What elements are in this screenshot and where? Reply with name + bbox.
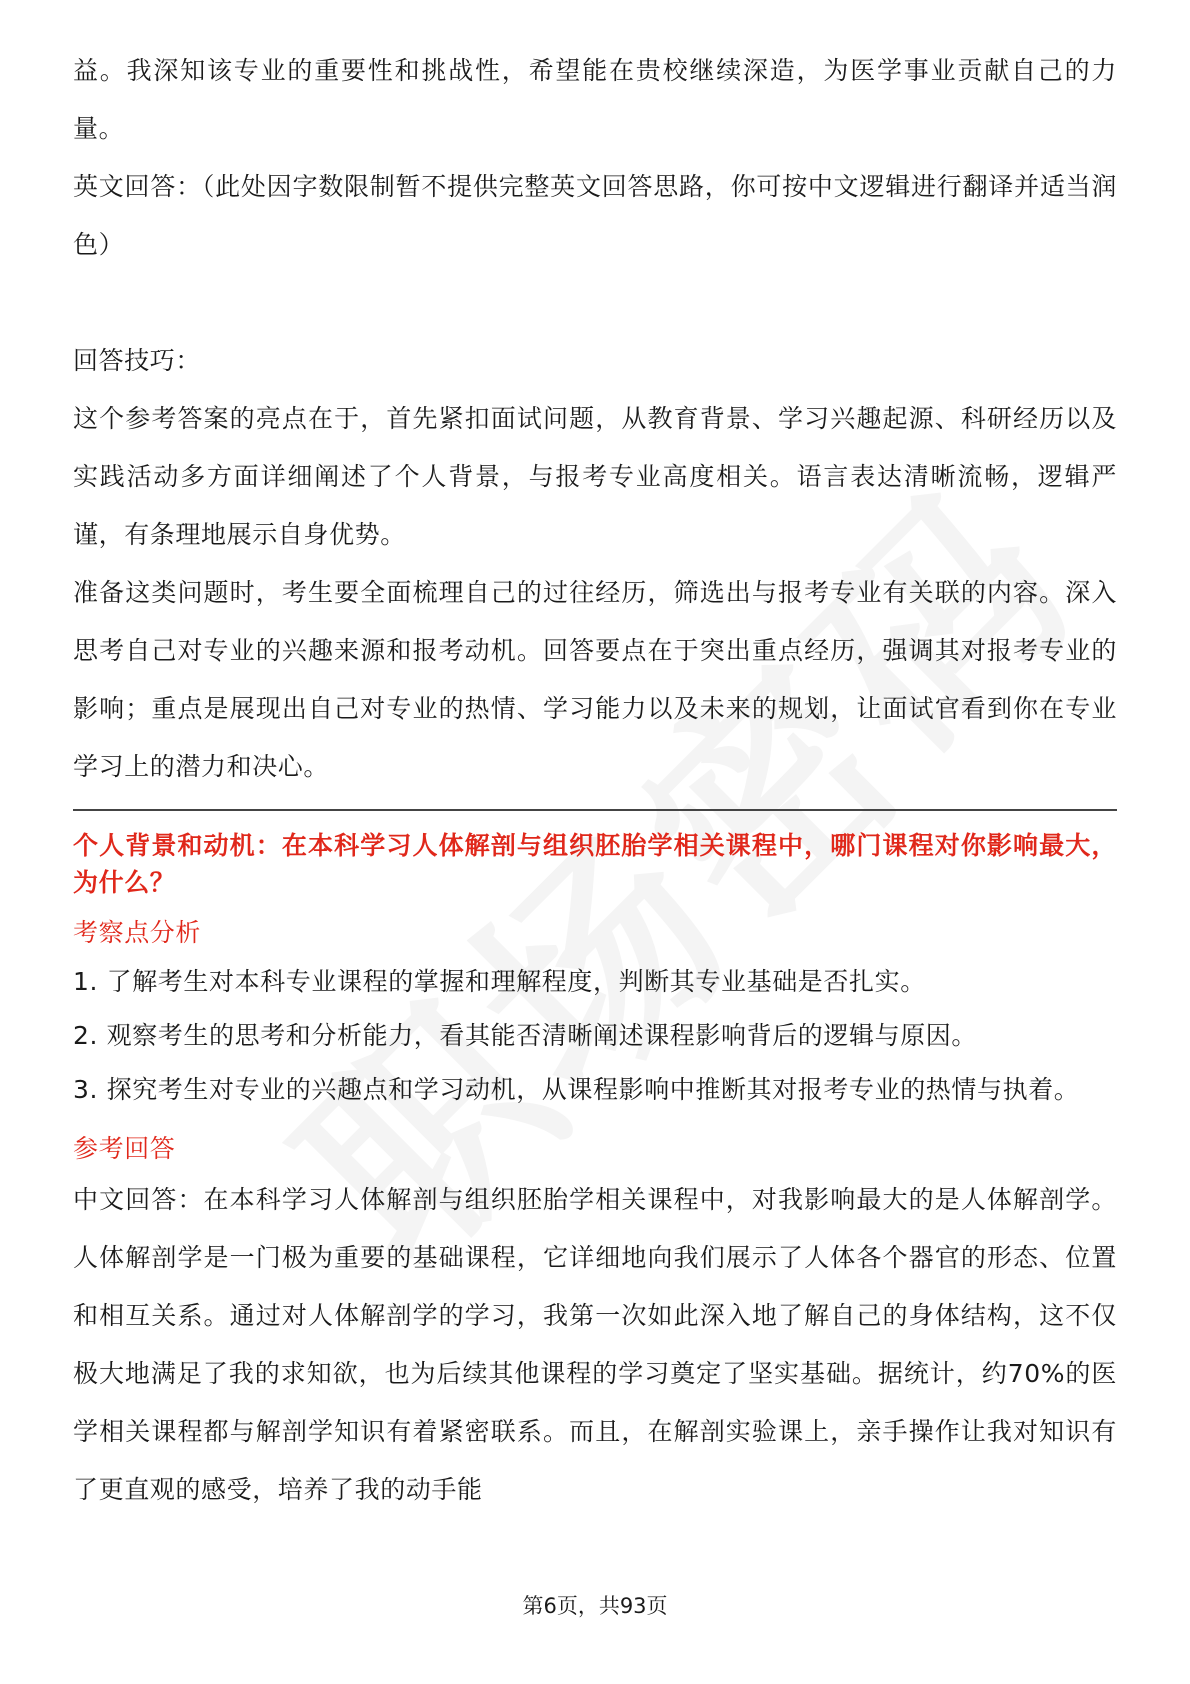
intro-paragraph-1: 益。我深知该专业的重要性和挑战性，希望能在贵校继续深造，为医学事业贡献自己的力量。 [73, 56, 1117, 143]
analysis-heading: 考察点分析 [73, 918, 202, 947]
tips-heading: 回答技巧： [73, 346, 202, 375]
document-page [73, 42, 1117, 1519]
tips-paragraph-2: 准备这类问题时，考生要全面梳理自己的过往经历，筛选出与报考专业有关联的内容。深入思考自己对专业的兴趣来源和报考动机。回答要点在于突出重点经历，强调其对报考专业的影响；重点是展现出自己对专业的热情、学习能力以及未来的规划，让面试官看到你在专业学习上的潜力和决心。 [73, 578, 1117, 781]
page-number: 第6页，共93页 [522, 1594, 668, 1618]
analysis-item-1: 1. 了解考生对本科专业课程的掌握和理解程度，判断其专业基础是否扎实。 [73, 967, 926, 996]
reference-paragraph: 中文回答：在本科学习人体解剖与组织胚胎学相关课程中，对我影响最大的是人体解剖学。人体解剖学是一门极为重要的基础课程，它详细地向我们展示了人体各个器官的形态、位置和相互关系。通过对人体解剖学的学习，我第一次如此深入地了解自己的身体结构，这不仅极大地满足了我的求知欲，也为后续其他课程的学习奠定了坚实基础。据统计，约70%的医学相关课程都与解剖学知识有着紧密联系。而且，在解剖实验课上，亲手操作让我对知识有了更直观的感受，培养了我的动手能 [73, 1185, 1117, 1504]
tips-paragraph-1: 这个参考答案的亮点在于，首先紧扣面试问题，从教育背景、学习兴趣起源、科研经历以及实践活动多方面详细阐述了个人背景，与报考专业高度相关。语言表达清晰流畅，逻辑严谨，有条理地展示自身优势。 [73, 404, 1117, 549]
question-title: 个人背景和动机：在本科学习人体解剖与组织胚胎学相关课程中，哪门课程对你影响最大，为什么？ [73, 831, 1117, 897]
spacer [73, 274, 1117, 332]
reference-heading: 参考回答 [73, 1134, 176, 1163]
analysis-list [73, 955, 1117, 1117]
analysis-item-3: 3. 探究考生对专业的兴趣点和学习动机，从课程影响中推断其对报考专业的热情与执着。 [73, 1075, 1080, 1104]
analysis-item-2: 2. 观察考生的思考和分析能力，看其能否清晰阐述课程影响背后的逻辑与原因。 [73, 1021, 978, 1050]
section-divider [73, 809, 1117, 811]
intro-paragraph-2: 英文回答：（此处因字数限制暂不提供完整英文回答思路，你可按中文逻辑进行翻译并适当润色） [73, 172, 1117, 259]
